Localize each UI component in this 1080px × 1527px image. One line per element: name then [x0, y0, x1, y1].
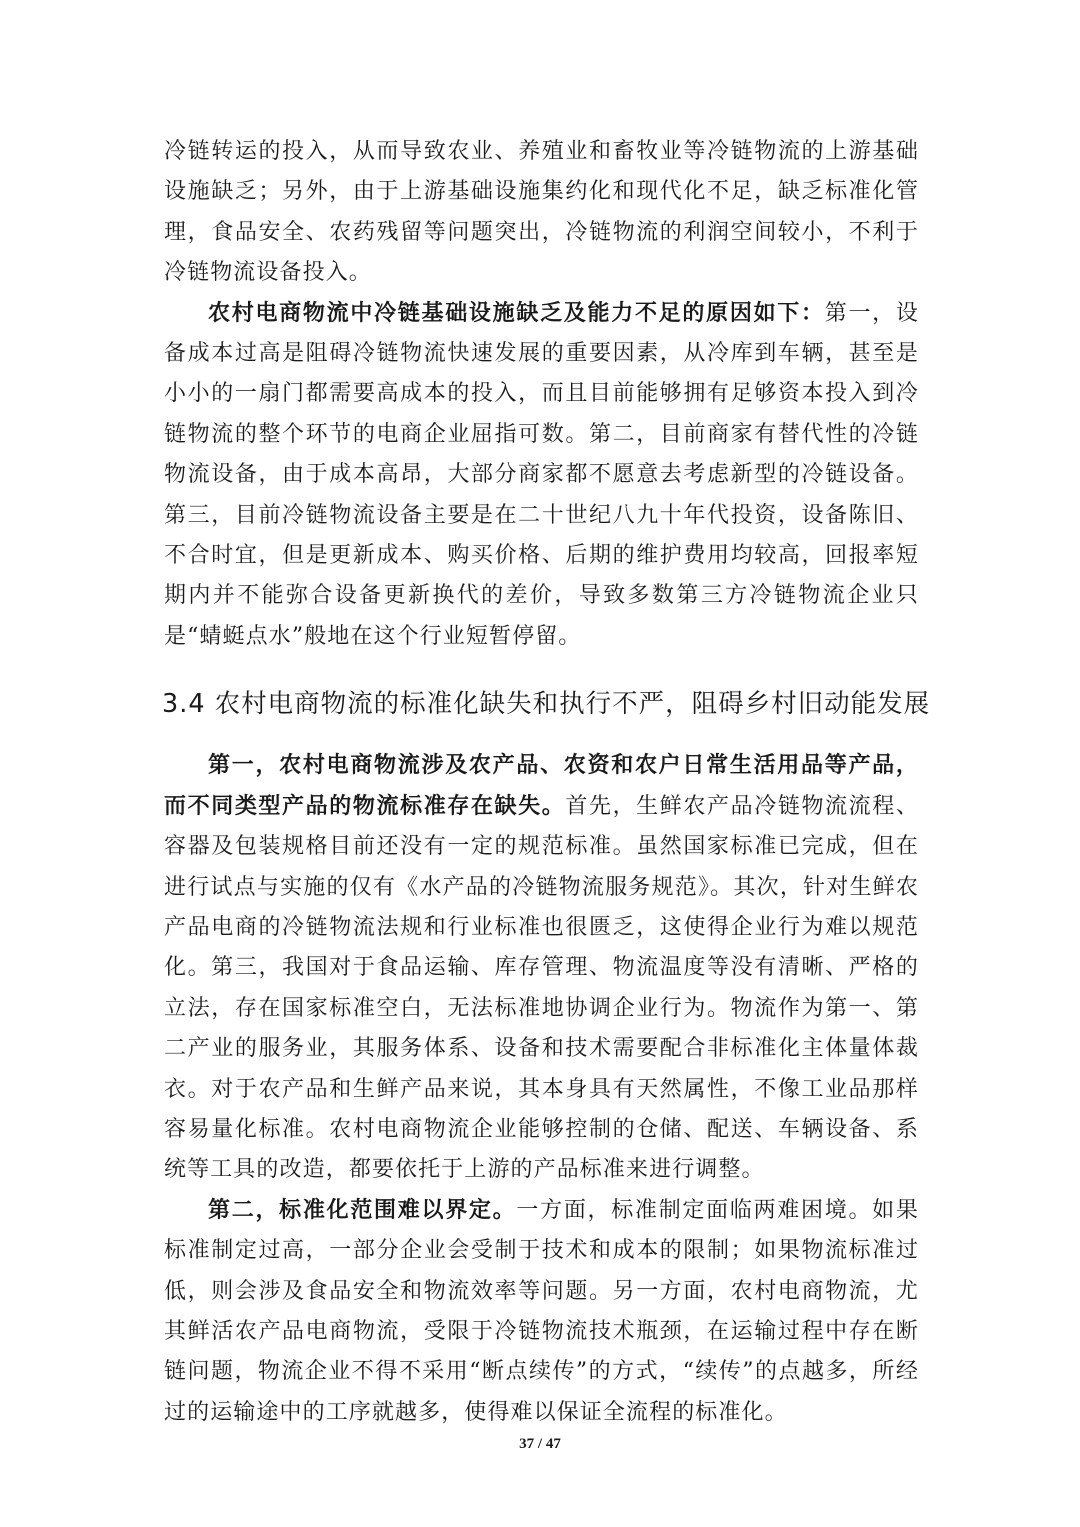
page-number: 37 / 47 [519, 1436, 561, 1452]
page-content [162, 132, 931, 1433]
paragraph-text: 冷链转运的投入，从而导致农业、养殖业和畜牧业等冷链物流的上游基础设施缺乏；另外，由于上游基础设施集约化和现代化不足，缺乏标准化管理，食品安全、农药残留等问题突出，冷链物流的利润空间较小，不利于冷链物流设备投入。 [164, 139, 919, 286]
paragraph-lead-bold: 第二，标准化范围难以界定。 [208, 1197, 517, 1223]
paragraph-cold-chain-reasons [164, 294, 919, 658]
paragraph-text: 首先，生鲜农产品冷链物流流程、容器及包装规格目前还没有一定的规范标准。虽然国家标准已完成，但在进行试点与实施的仅有《水产品的冷链物流服务规范》。其次，针对生鲜农产品电商的冷链物流法规和行业标准也很匮乏，这使得企业行为难以规范化。第三，我国对于食品运输、库存管理、物流温度等没有清晰、严格的立法，存在国家标准空白，无法标准地协调企业行为。物流作为第一、第二产业的服务业，其服务体系、设备和技术需要配合非标准化主体量体裁衣。对于农产品和生鲜产品来说，其本身具有天然属性，不像工业品那样容易量化标准。农村电商物流企业能够控制的仓储、配送、车辆设备、系统等工具的改造，都要依托于上游的产品标准来进行调整。 [164, 793, 919, 1183]
paragraph-continued [164, 132, 919, 294]
section-heading: 3.4 农村电商物流的标准化缺失和执行不严，阻碍乡村旧动能发展 [162, 689, 931, 720]
paragraph-text: 一方面，标准制定面临两难困境。如果标准制定过高，一部分企业会受制于技术和成本的限制；如果物流标准过低，则会涉及食品安全和物流效率等问题。另一方面，农村电商物流，尤其鲜活农产品电商物流，受限于冷链物流技术瓶颈，在运输过程中存在断链问题，物流企业不得不采用“断点续传”的方式，“续传”的点越多，所经过的运输途中的工序就越多，使得难以保证全流程的标准化。 [164, 1197, 919, 1425]
paragraph-standard-scope [164, 1191, 919, 1433]
paragraph-standards-missing [164, 746, 919, 1190]
paragraph-lead-bold: 农村电商物流中冷链基础设施缺乏及能力不足的原因如下： [208, 300, 825, 326]
paragraph-text: 第一，设备成本过高是阻碍冷链物流快速发展的重要因素，从冷库到车辆，甚至是小小的一扇门都需要高成本的投入，而且目前能够拥有足够资本投入到冷链物流的整个环节的电商企业屈指可数。第二，目前商家有替代性的冷链物流设备，由于成本高昂，大部分商家都不愿意去考虑新型的冷链设备。第三，目前冷链物流设备主要是在二十世纪八九十年代投资，设备陈旧、不合时宜，但是更新成本、购买价格、后期的维护费用均较高，回报率短期内并不能弥合设备更新换代的差价，导致多数第三方冷链物流企业只是“蜻蜓点水”般地在这个行业短暂停留。 [164, 300, 919, 649]
paragraph-lead-bold: 第一，农村电商物流涉及农产品、农资和农户日常生活用品等产品，而不同类型产品的物流标准存在缺失。 [164, 753, 919, 819]
